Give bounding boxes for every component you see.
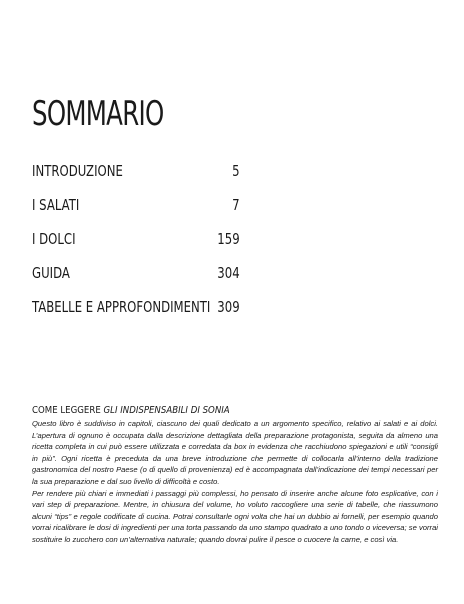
- book-series-title: GLI INDISPENSABILI DI SONIA: [103, 405, 230, 416]
- toc-entry-page: 309: [217, 298, 240, 316]
- toc-entry-guida[interactable]: [32, 262, 240, 296]
- how-to-read-body: [32, 418, 438, 546]
- toc-entry-page: 5: [232, 162, 240, 180]
- toc-entry-page: 159: [217, 230, 240, 248]
- toc-entry-tabelle-e-approfondimenti[interactable]: [32, 296, 240, 330]
- how-to-read-section: [32, 404, 438, 546]
- toc-entry-label: TABELLE E APPROFONDIMENTI: [32, 298, 211, 316]
- toc-entry-label: I DOLCI: [32, 230, 76, 248]
- toc-entry-label: I SALATI: [32, 196, 80, 214]
- page-title: SOMMARIO: [32, 94, 164, 134]
- how-to-read-heading-prefix: COME LEGGERE: [32, 405, 104, 416]
- how-to-read-heading: [32, 404, 381, 417]
- toc-entry-page: 7: [232, 196, 240, 214]
- toc-entry-i-salati[interactable]: [32, 194, 240, 228]
- toc-entry-i-dolci[interactable]: [32, 228, 240, 262]
- toc-entry-label: GUIDA: [32, 264, 70, 282]
- body-paragraph: Per rendere più chiari e immediati i passaggi più complessi, ho pensato di inserire anche alcune foto esplicative, con i vari step di preparazione. Mentre, in chiusura del volume, ho voluto raccogliere una serie di tabelle, che riassumono alcuni “tips” e regole codificate di cucina. Potrai consultarle ogni volta che hai un dubbio ai fornelli, per esempio quando vorrai ricalibrare le dosi di ingredienti per una torta passando da uno stampo quadrato a uno tondo o viceversa; se vorrai sostituire lo zucchero con un’alternativa naturale; quando dovrai pulire il pesce o cuocere la carne, e così via.: [32, 488, 438, 544]
- toc-entry-introduzione[interactable]: [32, 160, 240, 194]
- toc-entry-label: INTRODUZIONE: [32, 162, 123, 180]
- toc-entry-page: 304: [217, 264, 240, 282]
- body-paragraph: Questo libro è suddiviso in capitoli, ciascuno dei quali dedicato a un argomento specifico, relativo ai salati e ai dolci. L’apertura di ognuno è occupata dalla descrizione dettagliata della preparazione protagonista, seguita da almeno una ricetta completa in cui può essere utilizzata e corredata da box in evidenza che racchiudono spiegazioni e utili “consigli in più”. Ogni ricetta è preceduta da una breve introduzione che permette di collocarla all’interno della tradizione gastronomica del nostro Paese (o di quello di provenienza) ed è accompagnata dall’indicazione dei tempi necessari per la sua preparazione e dal suo livello di difficoltà e costo.: [32, 419, 438, 486]
- table-of-contents: [32, 160, 240, 330]
